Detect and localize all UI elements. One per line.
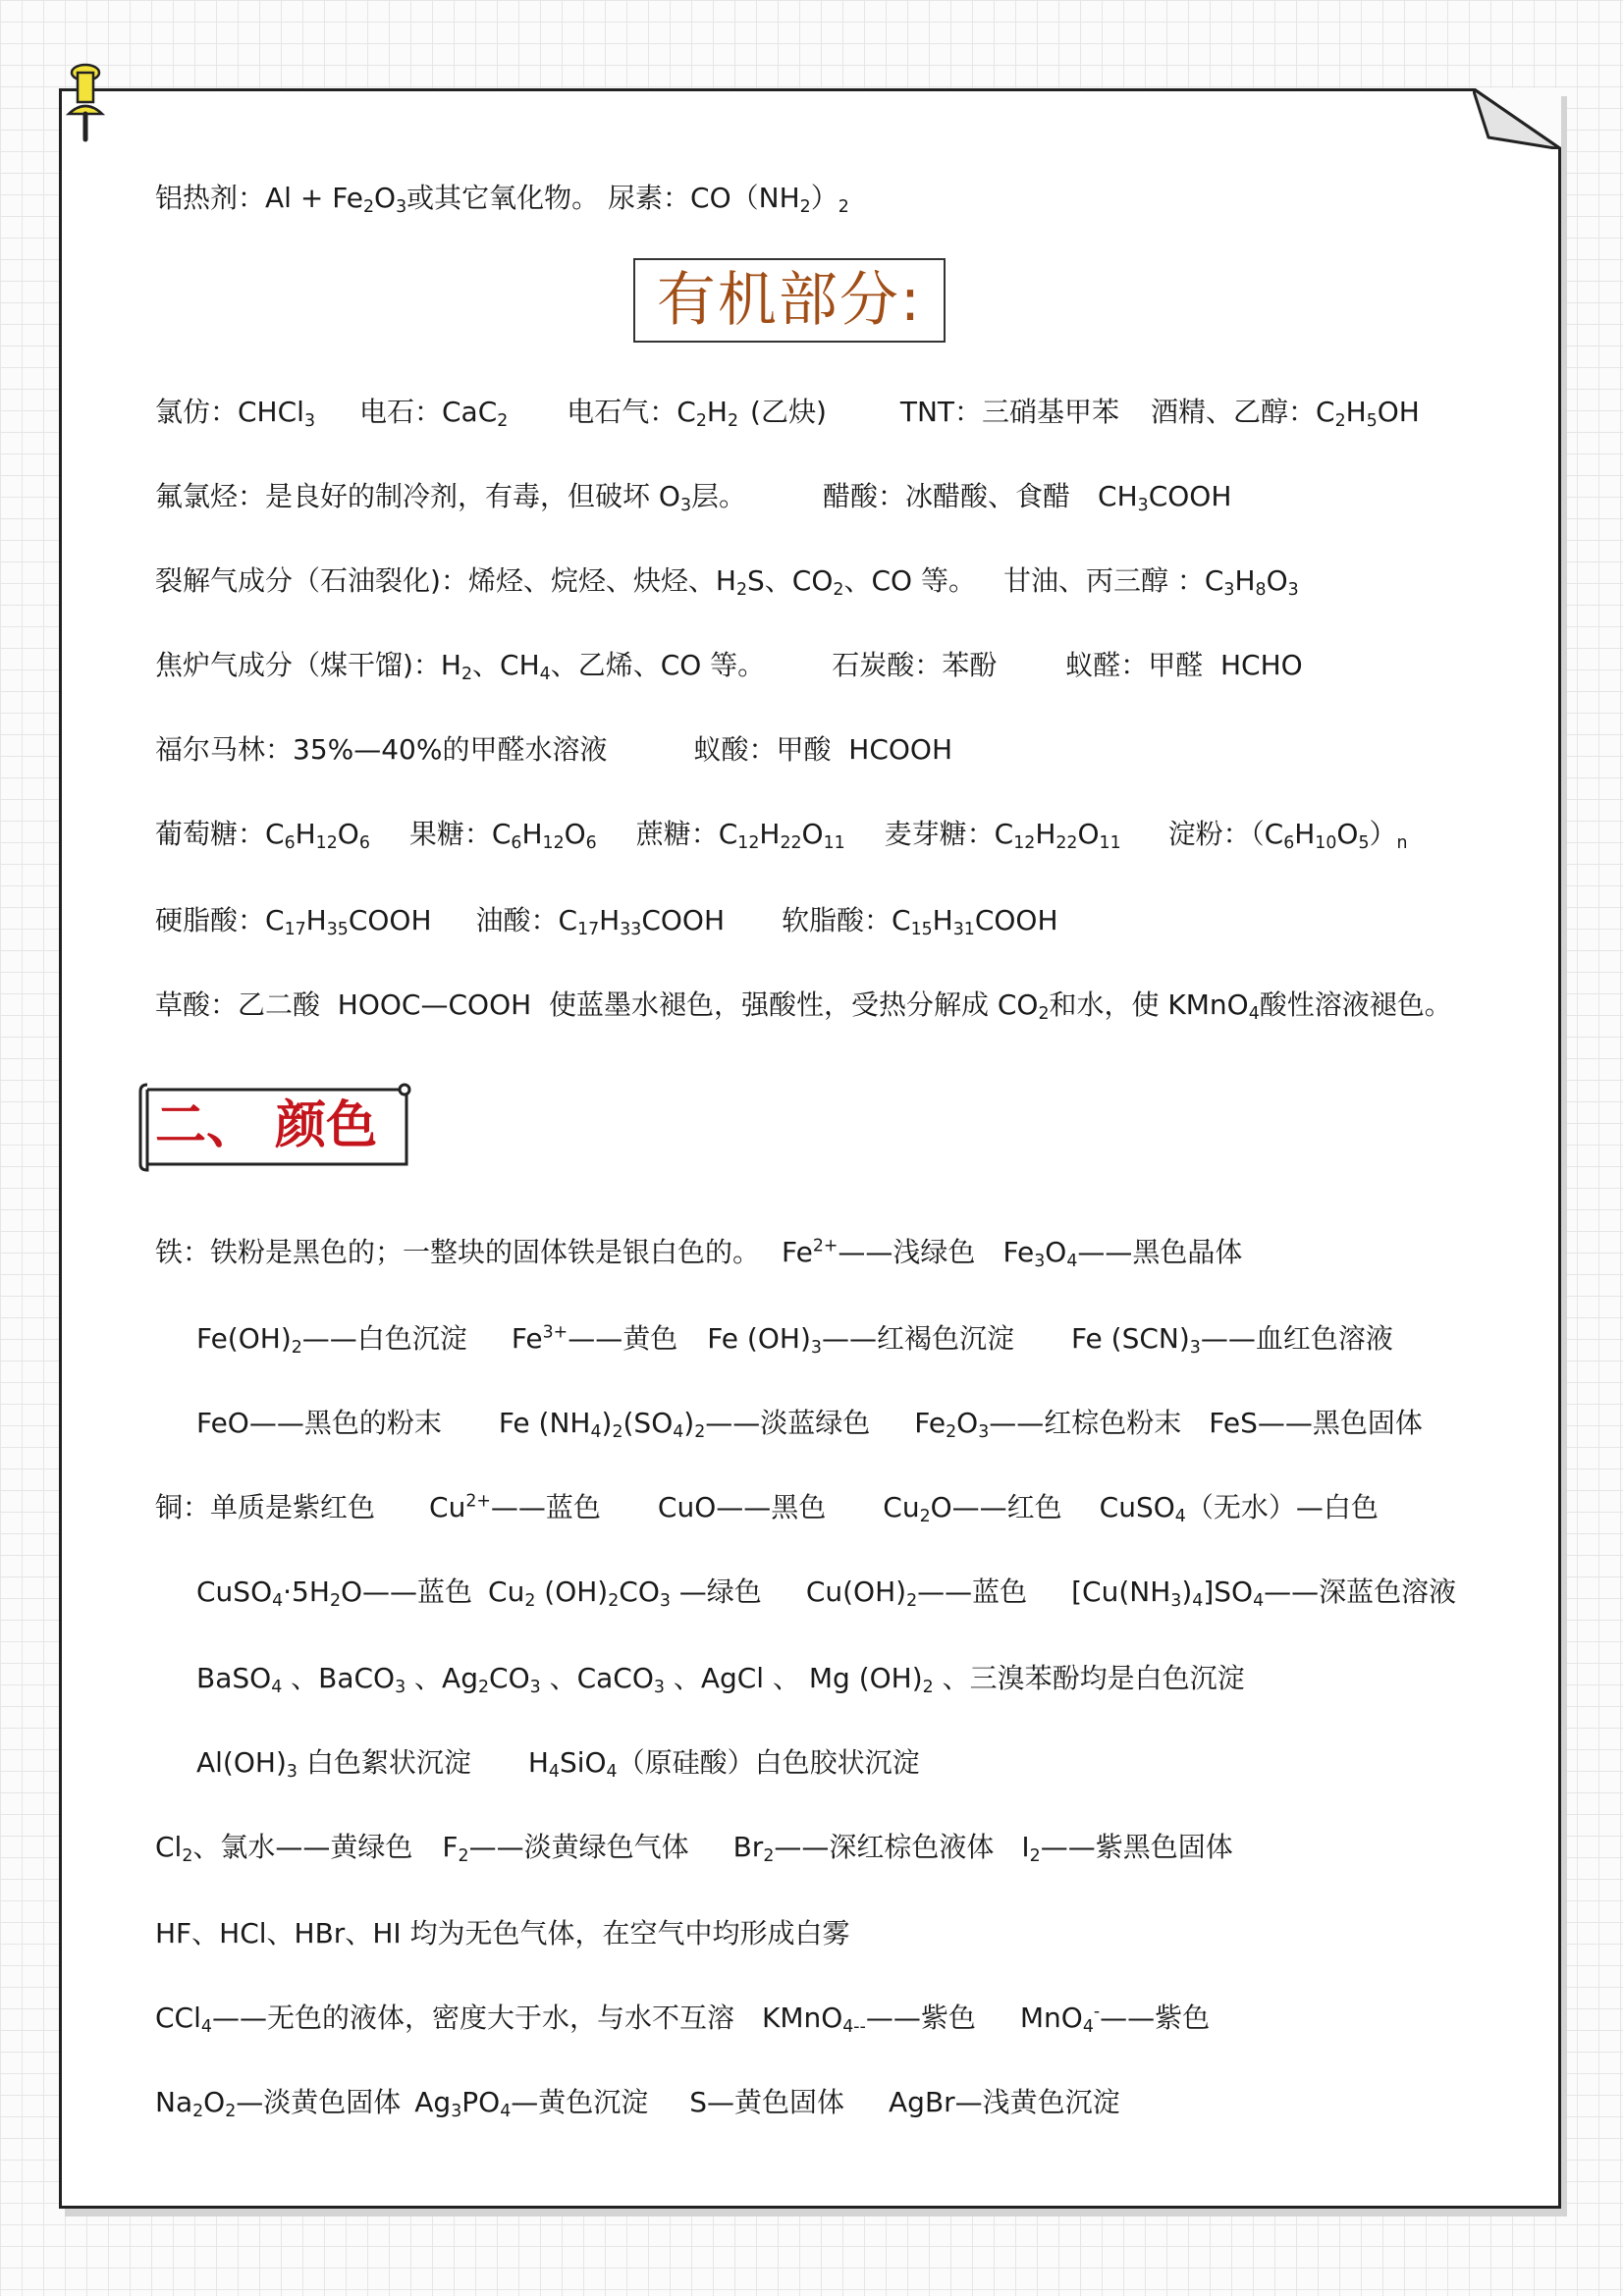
fatty-acids-line: 硬脂酸：$C_{17}H_{35}COOH$ 油酸：$C_{17}H_{33}COOH$ 软脂酸：$C_{15}H_{31}COOH$ bbox=[155, 904, 1058, 939]
folded-corner-icon bbox=[1473, 88, 1561, 149]
color-section-title: 二、 颜色 bbox=[155, 1096, 378, 1155]
formalin-line: 福尔马林：35%—40%的甲醛水溶液 蚁酸：甲酸 HCOOH bbox=[155, 733, 953, 766]
iron-hydroxides-line: $Fe(OH)_2——$白色沉淀 $Fe^{3+}——$黄色 Fe $(OH)_3——$红褐色沉淀 Fe $(SCN)_3——$血红色溶液 bbox=[196, 1322, 1393, 1358]
organic-section-title: 有机部分: bbox=[633, 258, 946, 343]
aluminothermic-line: 铝热剂：$Al + Fe_2O_3$或其它氧化物。 尿素：$CO(NH_2)_2$ bbox=[155, 182, 849, 217]
halogens-line: $Cl_2$、氯水——黄绿色 $F_2——$淡黄绿色气体 $Br_2——$深红棕色液体 $I_2——$紫黑色固体 bbox=[155, 1831, 1233, 1866]
oxalic-acid-line: 草酸：乙二酸 HOOC—COOH 使蓝墨水褪色，强酸性，受热分解成 $CO_2$和水，使 KMnO$_4$酸性溶液褪色。 bbox=[155, 988, 1452, 1024]
sugars-line: 葡萄糖：$C_6H_{12}O_6$ 果糖：$C_6H_{12}O_6$ 蔗糖：$C_{12}H_{22}O_{11}$ 麦芽糖：$C_{12}H_{22}O_{11}$ 淀粉：$(C_6H_{10}O_5)_n$ bbox=[155, 818, 1408, 853]
hydrogen-halides-line: HF、HCl、HBr、HI 均为无色气体，在空气中均形成白雾 bbox=[155, 1917, 850, 1949]
copper-compounds-line: $CuSO_4\cdot 5H_2O——$蓝色 $Cu_2$ $(OH)_2CO_3$ —绿色 $Cu(OH)_2——$蓝色 $[Cu(NH_3)_4]SO_4——$深蓝色溶液 bbox=[196, 1575, 1457, 1611]
iron-line: 铁：铁粉是黑色的；一整块的固体铁是银白色的。 $Fe^{2+}——$浅绿色 $Fe_3O_4——$黑色晶体 bbox=[155, 1236, 1243, 1271]
pushpin-icon bbox=[65, 63, 106, 143]
freon-line: 氟氯烃：是良好的制冷剂，有毒，但破坏 $O_3$层。 醋酸：冰醋酸、食醋 $CH_3COOH$ bbox=[155, 480, 1232, 515]
carbon-tetrachloride-line: CCl$_4$——无色的液体，密度大于水，与水不互溶 KMnO$_{4--}$——紫色 MnO$_4$-——紫色 bbox=[155, 2002, 1211, 2037]
white-precipitates-line: BaSO$_4$ 、BaCO$_3$ 、$Ag_2CO_3$ 、CaCO$_3$ 、AgCl 、 Mg $(OH)_2$ 、三溴苯酚均是白色沉淀 bbox=[196, 1662, 1245, 1697]
cracking-gas-line: 裂解气成分（石油裂化)：烯烃、烷烃、炔烃、$H_2S$、$CO_2$、CO 等。 甘油、丙三醇 ：$C_3H_8O_3$ bbox=[155, 564, 1299, 600]
copper-line: 铜：单质是紫红色 $Cu^{2+}——$蓝色 CuO——黑色 $Cu_2O——$红色 CuSO$_4$（无水）—白色 bbox=[155, 1491, 1379, 1526]
iron-oxides-line: FeO——黑色的粉末 Fe $(NH_4)_2(SO_4)_2——$淡蓝绿色 $Fe_2O_3——$红棕色粉末 FeS——黑色固体 bbox=[196, 1407, 1423, 1442]
chloroform-line: 氯仿：CHCl$_3$ 电石：CaC$_2$ 电石气：$C_2H_2$ (乙炔) TNT：三硝基甲苯 酒精、乙醇：$C_2H_5OH$ bbox=[155, 396, 1420, 431]
sodium-peroxide-line: $Na_2O_2—$淡黄色固体 $Ag_3PO_4—$黄色沉淀 S—黄色固体 AgBr—浅黄色沉淀 bbox=[155, 2086, 1120, 2121]
aluminum-hydroxide-line: $Al(OH)_3$ 白色絮状沉淀 $H_4SiO_4$（原硅酸）白色胶状沉淀 bbox=[196, 1746, 920, 1782]
coke-oven-gas-line: 焦炉气成分（煤干馏)：$H_2$、$CH_4$、乙烯、CO 等。 石炭酸：苯酚 蚁醛：甲醛 HCHO bbox=[155, 649, 1303, 684]
